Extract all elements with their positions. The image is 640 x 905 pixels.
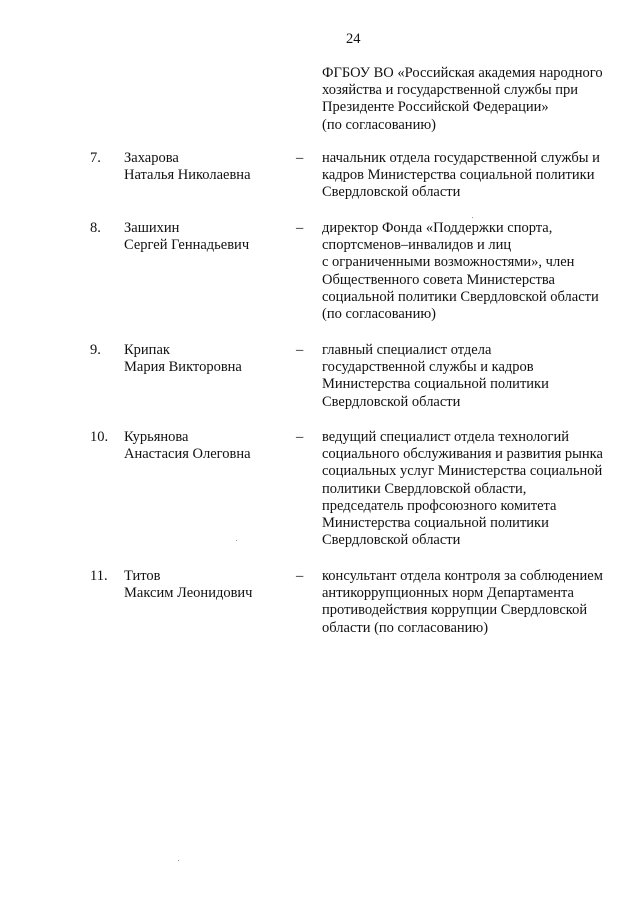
dash-separator: –	[296, 220, 304, 236]
member-position	[322, 568, 627, 637]
text-line: ФГБОУ ВО «Российская академия народного	[322, 65, 603, 81]
position-line: антикоррупционных норм Департамента	[322, 585, 574, 602]
dash-separator: –	[296, 429, 304, 445]
scan-speck	[472, 217, 473, 218]
member-name	[124, 568, 284, 602]
scan-speck	[178, 860, 179, 861]
position-line: Министерства социальной политики	[322, 376, 549, 393]
page-number: 24	[346, 31, 361, 47]
member-number: 7.	[90, 150, 101, 166]
position-line: государственной службы и кадров	[322, 359, 534, 376]
scan-speck	[236, 540, 237, 541]
member-name	[124, 150, 284, 184]
position-line: Свердловской области	[322, 532, 461, 549]
dash-separator: –	[296, 150, 304, 166]
position-line: спортсменов–инвалидов и лиц	[322, 237, 512, 254]
continued-organization-text	[322, 65, 622, 134]
position-line: председатель профсоюзного комитета	[322, 497, 557, 514]
member-position	[322, 342, 627, 411]
member-number: 9.	[90, 342, 101, 358]
name-line: Наталья Николаевна	[124, 167, 251, 184]
position-line: Общественного совета Министерства	[322, 271, 555, 288]
member-number: 11.	[90, 568, 108, 584]
position-line: противодействия коррупции Свердловской	[322, 602, 588, 619]
name-line: Мария Викторовна	[124, 359, 242, 376]
member-name	[124, 429, 284, 463]
name-line: Курьянова	[124, 429, 189, 445]
position-line: кадров Министерства социальной политики	[322, 167, 595, 184]
position-line: области (по согласованию)	[322, 619, 489, 636]
position-line: директор Фонда «Поддержки спорта,	[322, 220, 553, 236]
name-line: Максим Леонидович	[124, 585, 253, 602]
text-line: хозяйства и государственной службы при	[322, 82, 579, 99]
position-line: Министерства социальной политики	[322, 515, 549, 532]
member-position	[322, 150, 627, 202]
name-line: Сергей Геннадьевич	[124, 237, 250, 254]
name-line: Крипак	[124, 342, 170, 358]
member-number: 8.	[90, 220, 101, 236]
position-line: консультант отдела контроля за соблюдением	[322, 568, 603, 584]
member-number: 10.	[90, 429, 109, 445]
member-position	[322, 429, 627, 549]
position-line: (по согласованию)	[322, 306, 436, 323]
position-line: начальник отдела государственной службы и	[322, 150, 600, 166]
name-line: Захарова	[124, 150, 179, 166]
text-line: Президенте Российской Федерации»	[322, 99, 549, 116]
name-line: Анастасия Олеговна	[124, 446, 251, 463]
position-line: Свердловской области	[322, 184, 461, 201]
position-line: социальных услуг Министерства социальной	[322, 463, 603, 480]
position-line: социальной политики Свердловской области	[322, 288, 599, 305]
position-line: ведущий специалист отдела технологий	[322, 429, 569, 445]
dash-separator: –	[296, 568, 304, 584]
position-line: Свердловской области	[322, 393, 461, 410]
dash-separator: –	[296, 342, 304, 358]
member-name	[124, 220, 284, 254]
member-name	[124, 342, 284, 376]
member-position	[322, 220, 627, 323]
position-line: с ограниченными возможностями», член	[322, 254, 575, 271]
text-line: (по согласованию)	[322, 116, 436, 133]
name-line: Титов	[124, 568, 161, 584]
name-line: Зашихин	[124, 220, 180, 236]
position-line: политики Свердловской области,	[322, 480, 527, 497]
position-line: социального обслуживания и развития рынка	[322, 446, 603, 463]
position-line: главный специалист отдела	[322, 342, 492, 358]
